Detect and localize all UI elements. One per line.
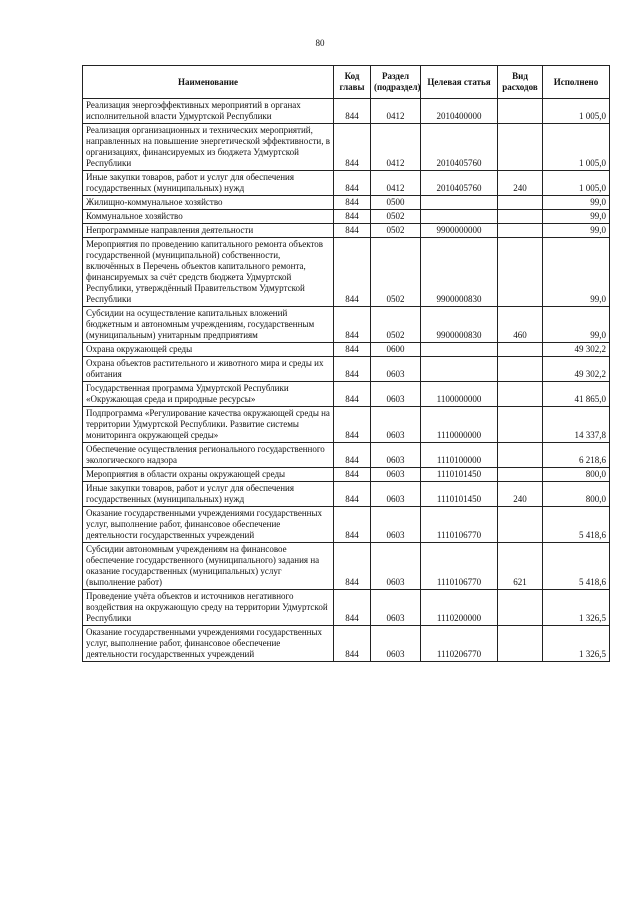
header-code: Код главы	[334, 66, 371, 99]
cell-type	[498, 210, 543, 224]
cell-section: 0603	[371, 590, 421, 626]
cell-executed: 6 218,6	[543, 443, 610, 468]
cell-executed: 99,0	[543, 210, 610, 224]
cell-target: 2010405760	[421, 171, 498, 196]
cell-name: Непрограммные направления деятельности	[83, 224, 334, 238]
cell-code: 844	[334, 224, 371, 238]
table-row	[83, 482, 610, 507]
cell-executed: 99,0	[543, 196, 610, 210]
cell-target: 1110206770	[421, 626, 498, 662]
cell-executed: 99,0	[543, 238, 610, 307]
cell-target	[421, 196, 498, 210]
cell-code: 844	[334, 507, 371, 543]
table-row	[83, 307, 610, 343]
cell-code: 844	[334, 590, 371, 626]
cell-section: 0603	[371, 443, 421, 468]
cell-target: 9900000830	[421, 238, 498, 307]
cell-executed: 5 418,6	[543, 507, 610, 543]
cell-name: Реализация энергоэффективных мероприятий в органах исполнительной власти Удмуртской Республики	[83, 99, 334, 124]
cell-executed: 800,0	[543, 468, 610, 482]
table-row	[83, 507, 610, 543]
cell-name: Оказание государственными учреждениями государственных услуг, выполнение работ, финансовое обеспечение деятельности государственных учреждений	[83, 626, 334, 662]
cell-executed: 800,0	[543, 482, 610, 507]
cell-type: 621	[498, 543, 543, 590]
cell-executed: 99,0	[543, 224, 610, 238]
cell-code: 844	[334, 210, 371, 224]
cell-type	[498, 590, 543, 626]
table-body	[83, 99, 610, 662]
cell-code: 844	[334, 443, 371, 468]
cell-type	[498, 407, 543, 443]
cell-target	[421, 343, 498, 357]
cell-name: Подпрограмма «Регулирование качества окружающей среды на территории Удмуртской Республики. Развитие системы мониторинга окружающей среды»	[83, 407, 334, 443]
cell-type	[498, 99, 543, 124]
table-row	[83, 196, 610, 210]
table-row	[83, 543, 610, 590]
cell-code: 844	[334, 543, 371, 590]
budget-table	[82, 65, 610, 662]
cell-code: 844	[334, 238, 371, 307]
cell-name: Жилищно-коммунальное хозяйство	[83, 196, 334, 210]
cell-section: 0412	[371, 124, 421, 171]
table-row	[83, 171, 610, 196]
header-target: Целевая статья	[421, 66, 498, 99]
cell-target	[421, 210, 498, 224]
cell-section: 0502	[371, 307, 421, 343]
cell-section: 0603	[371, 543, 421, 590]
cell-type	[498, 357, 543, 382]
cell-section: 0502	[371, 210, 421, 224]
cell-type	[498, 196, 543, 210]
cell-code: 844	[334, 382, 371, 407]
table-row	[83, 124, 610, 171]
cell-section: 0603	[371, 626, 421, 662]
cell-target: 1110101450	[421, 482, 498, 507]
cell-name: Проведение учёта объектов и источников негативного воздействия на окружающую среду на территории Удмуртской Республики	[83, 590, 334, 626]
cell-type	[498, 468, 543, 482]
cell-type: 460	[498, 307, 543, 343]
cell-code: 844	[334, 343, 371, 357]
cell-code: 844	[334, 307, 371, 343]
cell-type	[498, 507, 543, 543]
cell-target: 1110106770	[421, 543, 498, 590]
cell-name: Реализация организационных и технических мероприятий, направленных на повышение энергетической эффективности, в организациях, финансируемых из бюджета Удмуртской Республики	[83, 124, 334, 171]
cell-target: 1110000000	[421, 407, 498, 443]
page-number: 80	[315, 38, 325, 48]
cell-executed: 99,0	[543, 307, 610, 343]
cell-section: 0500	[371, 196, 421, 210]
table-row	[83, 343, 610, 357]
table-row	[83, 99, 610, 124]
cell-type	[498, 382, 543, 407]
cell-name: Государственная программа Удмуртской Республики «Окружающая среда и природные ресурсы»	[83, 382, 334, 407]
cell-target: 1110101450	[421, 468, 498, 482]
table-row	[83, 590, 610, 626]
cell-name: Охрана объектов растительного и животного мира и среды их обитания	[83, 357, 334, 382]
cell-section: 0603	[371, 407, 421, 443]
cell-code: 844	[334, 124, 371, 171]
cell-code: 844	[334, 99, 371, 124]
cell-target: 9900000000	[421, 224, 498, 238]
cell-code: 844	[334, 626, 371, 662]
header-type: Вид расходов	[498, 66, 543, 99]
header-name: Наименование	[83, 66, 334, 99]
cell-target: 2010405760	[421, 124, 498, 171]
table-row	[83, 357, 610, 382]
cell-type: 240	[498, 171, 543, 196]
cell-code: 844	[334, 482, 371, 507]
cell-name: Иные закупки товаров, работ и услуг для обеспечения государственных (муниципальных) нужд	[83, 482, 334, 507]
cell-target: 9900000830	[421, 307, 498, 343]
table-header-row	[83, 66, 610, 99]
cell-section: 0603	[371, 507, 421, 543]
cell-name: Охрана окружающей среды	[83, 343, 334, 357]
cell-executed: 1 326,5	[543, 590, 610, 626]
cell-target: 1110100000	[421, 443, 498, 468]
header-section: Раздел (подраздел)	[371, 66, 421, 99]
table-row	[83, 382, 610, 407]
cell-executed: 1 005,0	[543, 171, 610, 196]
cell-type	[498, 238, 543, 307]
cell-code: 844	[334, 407, 371, 443]
table-row	[83, 443, 610, 468]
cell-type	[498, 224, 543, 238]
cell-section: 0412	[371, 171, 421, 196]
table-row	[83, 238, 610, 307]
cell-type	[498, 443, 543, 468]
table-row	[83, 407, 610, 443]
cell-type	[498, 626, 543, 662]
cell-executed: 1 005,0	[543, 99, 610, 124]
cell-code: 844	[334, 468, 371, 482]
cell-code: 844	[334, 171, 371, 196]
cell-section: 0603	[371, 482, 421, 507]
cell-name: Мероприятия по проведению капитального ремонта объектов государственной (муниципальной) собственности, включённых в Перечень объектов капитального ремонта, финансируемых за счёт средств бюджета Удмуртской Республики, утверждённый Правительством Удмуртской Республики	[83, 238, 334, 307]
cell-name: Мероприятия в области охраны окружающей среды	[83, 468, 334, 482]
cell-type	[498, 124, 543, 171]
cell-code: 844	[334, 357, 371, 382]
cell-target: 1110106770	[421, 507, 498, 543]
cell-section: 0603	[371, 382, 421, 407]
cell-name: Иные закупки товаров, работ и услуг для обеспечения государственных (муниципальных) нужд	[83, 171, 334, 196]
cell-name: Субсидии автономным учреждениям на финансовое обеспечение государственного (муниципального) задания на оказание государственных (муниципальных) услуг (выполнение работ)	[83, 543, 334, 590]
cell-name: Субсидии на осуществление капитальных вложений бюджетным и автономным учреждениям, государственным (муниципальным) унитарным предприятиям	[83, 307, 334, 343]
cell-executed: 5 418,6	[543, 543, 610, 590]
cell-target: 1110200000	[421, 590, 498, 626]
cell-executed: 14 337,8	[543, 407, 610, 443]
table-row	[83, 224, 610, 238]
cell-type: 240	[498, 482, 543, 507]
cell-section: 0603	[371, 357, 421, 382]
cell-name: Обеспечение осуществления регионального государственного экологического надзора	[83, 443, 334, 468]
cell-code: 844	[334, 196, 371, 210]
cell-section: 0412	[371, 99, 421, 124]
cell-target	[421, 357, 498, 382]
cell-executed: 41 865,0	[543, 382, 610, 407]
cell-section: 0603	[371, 468, 421, 482]
cell-type	[498, 343, 543, 357]
table-row	[83, 626, 610, 662]
cell-executed: 1 326,5	[543, 626, 610, 662]
cell-target: 2010400000	[421, 99, 498, 124]
table-row	[83, 468, 610, 482]
cell-executed: 49 302,2	[543, 343, 610, 357]
cell-section: 0502	[371, 224, 421, 238]
cell-executed: 49 302,2	[543, 357, 610, 382]
cell-section: 0600	[371, 343, 421, 357]
cell-name: Коммунальное хозяйство	[83, 210, 334, 224]
cell-section: 0502	[371, 238, 421, 307]
header-executed: Исполнено	[543, 66, 610, 99]
cell-target: 1100000000	[421, 382, 498, 407]
cell-name: Оказание государственными учреждениями государственных услуг, выполнение работ, финансовое обеспечение деятельности государственных учреждений	[83, 507, 334, 543]
cell-executed: 1 005,0	[543, 124, 610, 171]
table-row	[83, 210, 610, 224]
